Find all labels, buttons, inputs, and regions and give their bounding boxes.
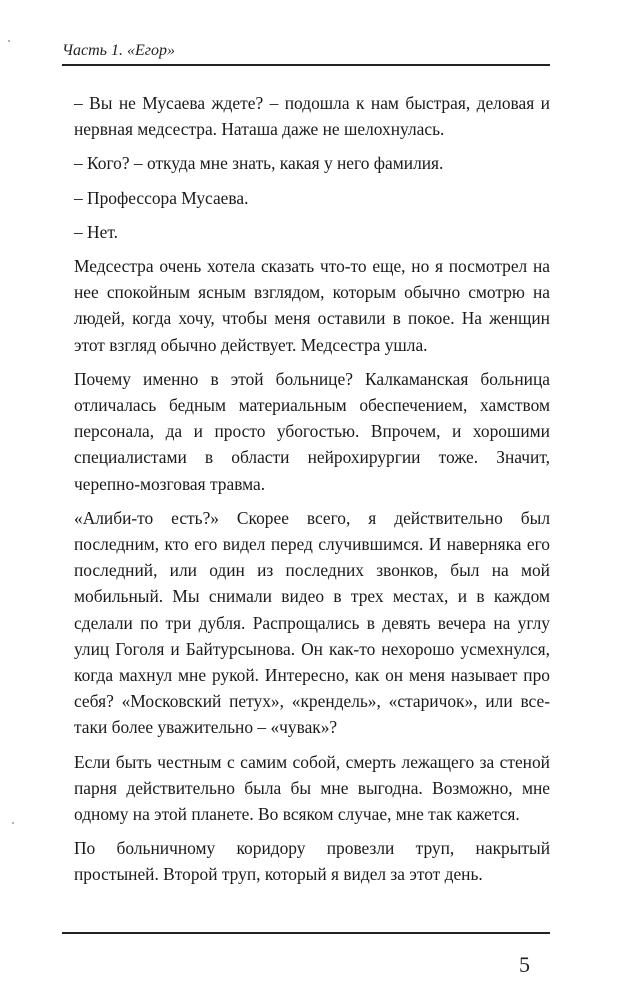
footer-rule (62, 932, 550, 934)
paragraph: – Профессора Мусаева. (74, 187, 249, 208)
scan-speck (12, 822, 14, 824)
paragraph: – Нет. (74, 221, 118, 242)
running-head: Часть 1. «Егор» (62, 42, 175, 59)
page-number: 5 (519, 952, 530, 977)
paragraph: «Алиби-то есть?» Скорее всего, я действительно был последним, кто его видел перед случившимся. И наверняка его последний, или один из последних звонков, был на мой мобильный. Мы снимали видео в трех местах, и в каждом сделали по три дубля. Распрощались в девять вечера на углу улиц Гоголя и Байтурсынова. Он как-то нехорошо усмехнулся, когда махнул мне рукой. Интересно, как он меня называет про себя? «Московский петух», «крендель», «старичок», или все-таки более уважительно – «чувак»? (74, 507, 550, 738)
header-rule (62, 64, 550, 66)
body-text (74, 90, 550, 896)
paragraph: – Вы не Мусаева ждете? – подошла к нам быстрая, деловая и нервная медсестра. Наташа даже не шелохнулась. (74, 93, 550, 140)
paragraph: По больничному коридору провезли труп, накрытый простыней. Второй труп, который я видел за этот день. (74, 838, 550, 885)
paragraph: Почему именно в этой больнице? Калкаманская больница отличалась бедным материальным обеспечением, хамством персонала, да и просто убогостью. Впрочем, и хорошими специалистами в области нейрохирургии тоже. Значит, черепно-мозговая травма. (74, 368, 550, 494)
paragraph: Медсестра очень хотела сказать что-то еще, но я посмотрел на нее спокойным ясным взглядом, которым обычно смотрю на людей, когда хочу, чтобы меня оставили в покое. На женщин этот взгляд обычно действует. Медсестра ушла. (74, 256, 550, 355)
scan-speck (8, 40, 10, 42)
paragraph: – Кого? – откуда мне знать, какая у него фамилия. (74, 153, 444, 174)
paragraph: Если быть честным с самим собой, смерть лежащего за стеной парня действительно была бы мне выгодна. Возможно, мне одному на этой планете. Во всяком случае, мне так кажется. (74, 751, 550, 825)
